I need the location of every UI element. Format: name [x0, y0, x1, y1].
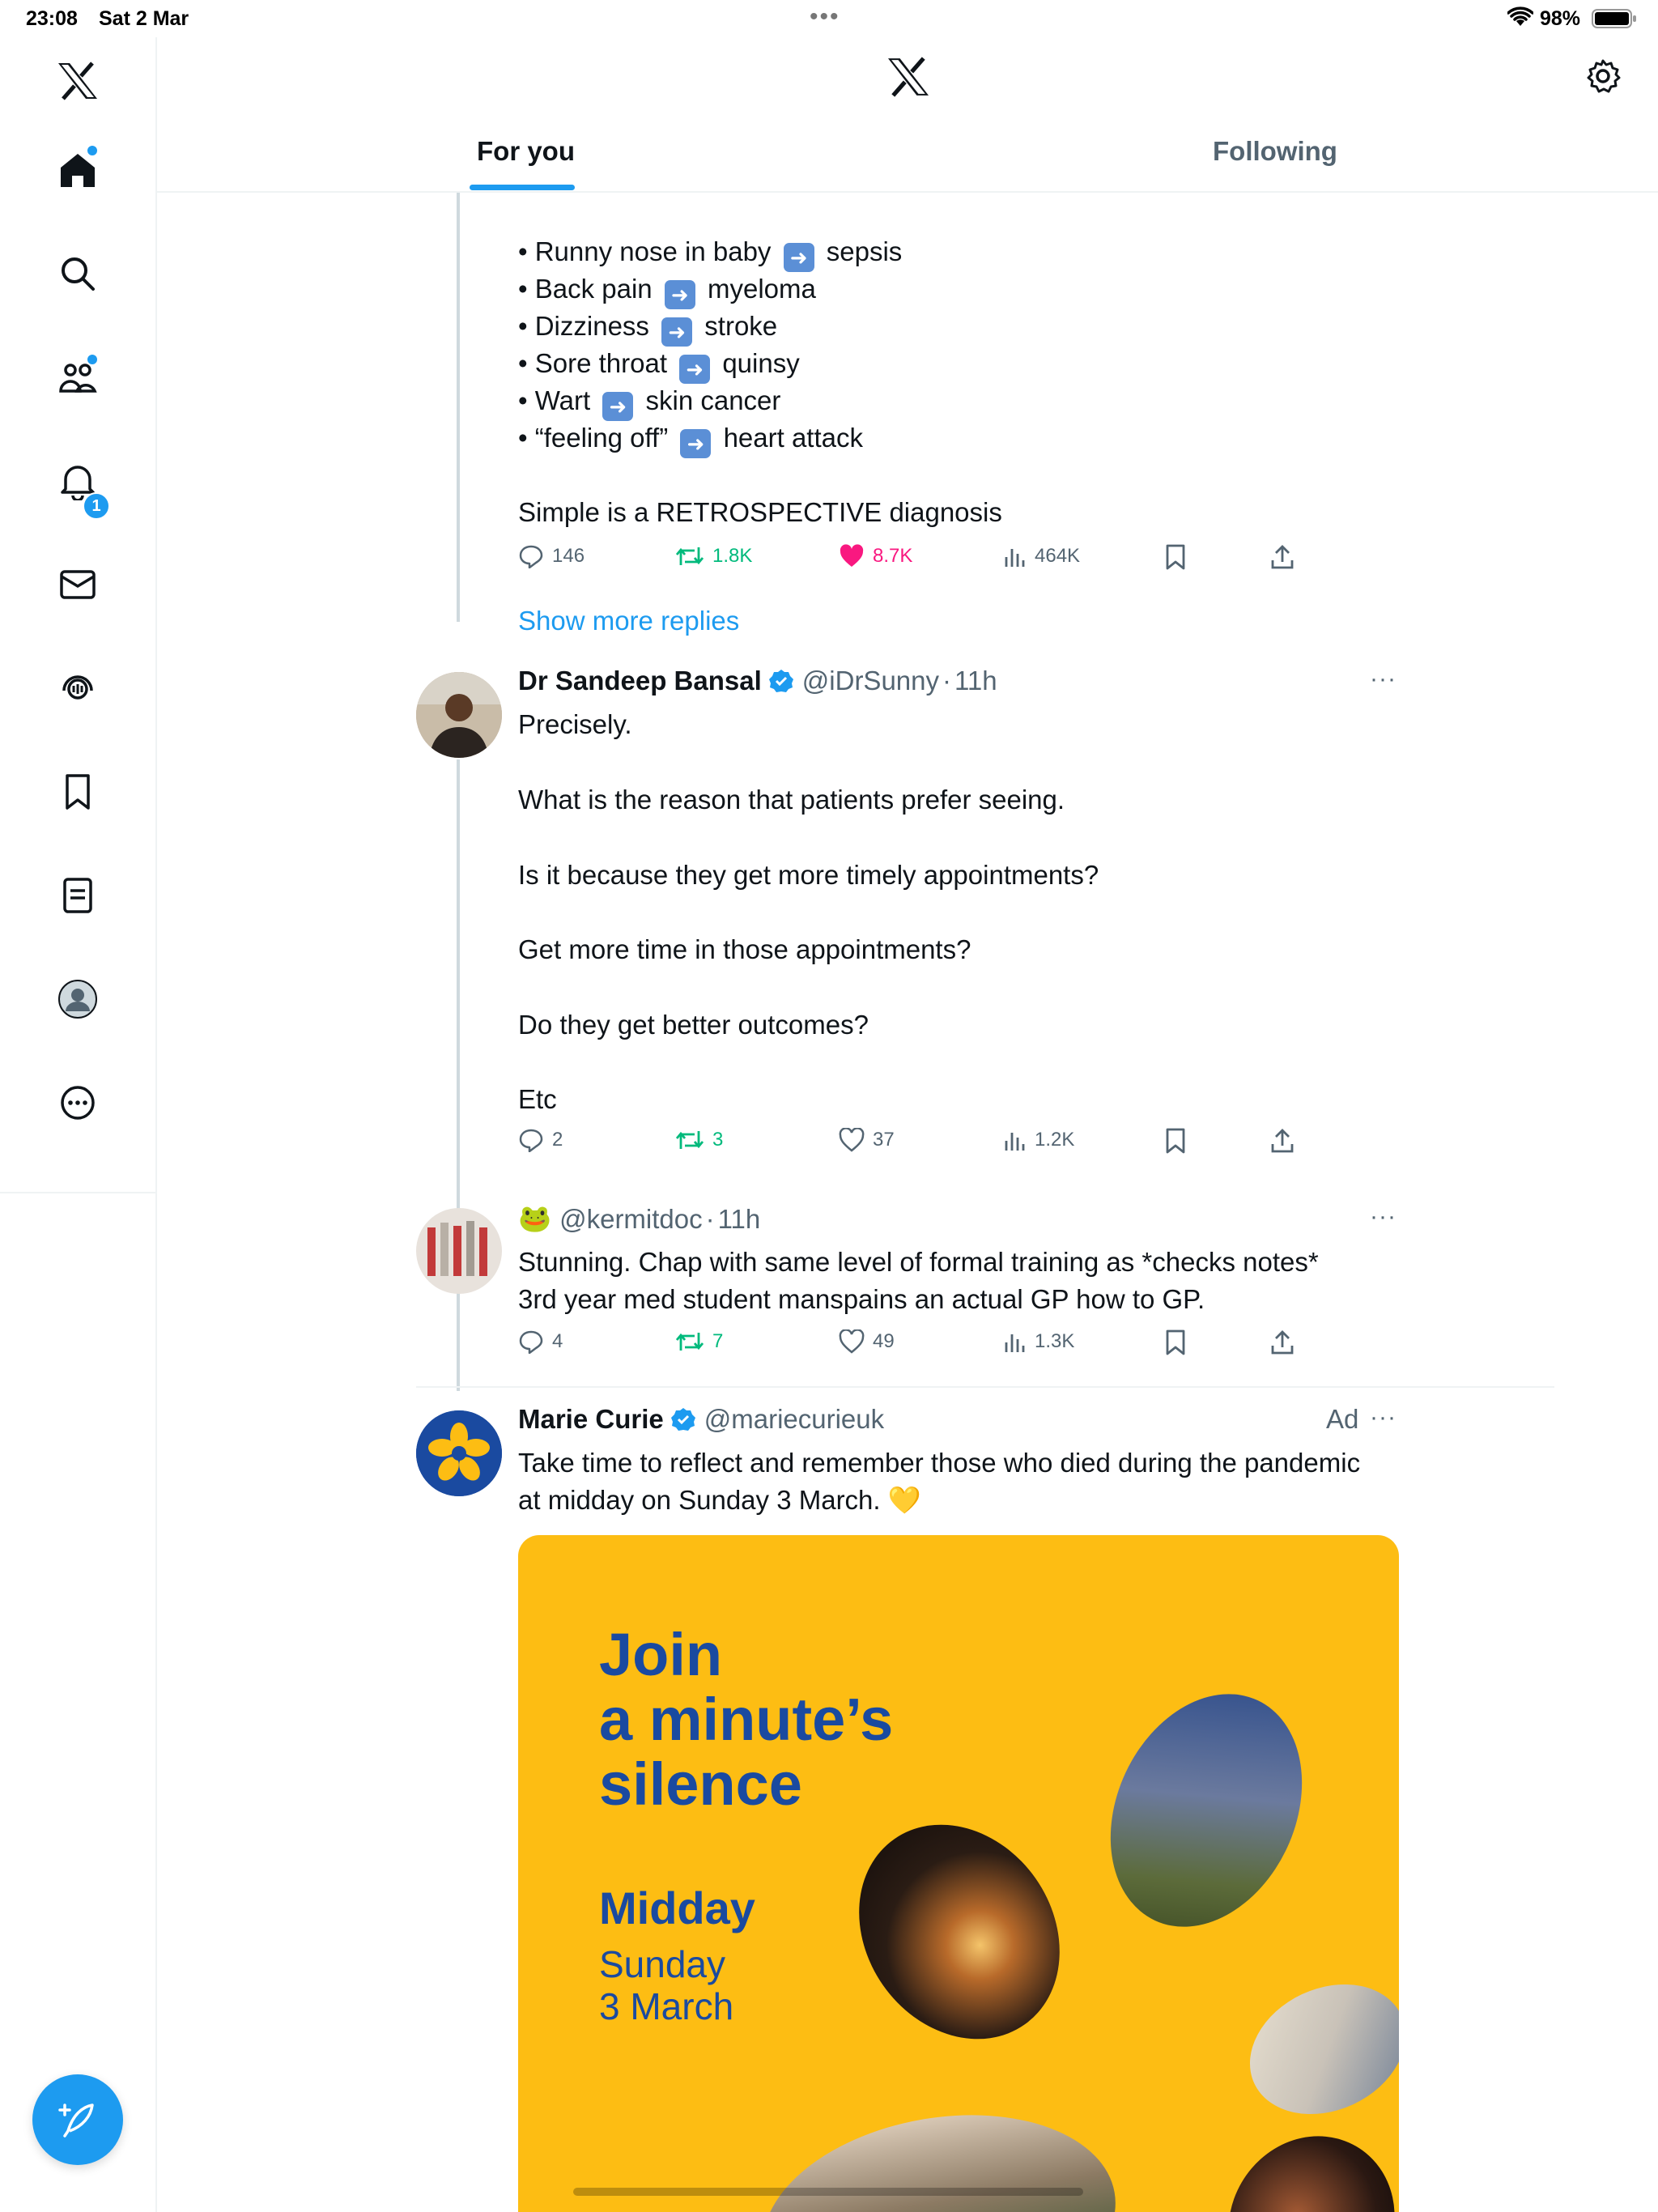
spaces-microphone-icon[interactable]	[53, 664, 102, 713]
like-button[interactable]: 8.7K	[839, 544, 912, 568]
ad-headline: Join a minute’s silence	[599, 1621, 894, 1818]
bookmark-icon	[1164, 544, 1187, 570]
reply-icon	[518, 544, 544, 568]
author-name[interactable]: Dr Sandeep Bansal	[518, 666, 762, 696]
heart-filled-icon	[839, 544, 865, 568]
avatar[interactable]	[416, 672, 502, 758]
like-button[interactable]: 37	[839, 1128, 895, 1152]
battery-percent: 98%	[1540, 7, 1581, 30]
reply-button[interactable]: 4	[518, 1329, 563, 1354]
more-options-button[interactable]: ···	[1370, 1404, 1397, 1431]
right-arrow-emoji-icon: ➜	[679, 355, 710, 384]
share-button[interactable]	[1269, 1128, 1295, 1154]
status-time: 23:08	[26, 7, 78, 30]
tweet-actions	[518, 1128, 1490, 1160]
like-button[interactable]: 49	[839, 1329, 895, 1354]
verified-badge-icon	[670, 1406, 696, 1432]
tweet-text-line: • Runny nose in baby ➜ sepsis	[518, 233, 902, 272]
tweet-text-line: • “feeling off” ➜ heart attack	[518, 419, 863, 458]
repost-icon	[675, 1128, 704, 1152]
timeline-feed	[157, 193, 1658, 2212]
tweet-text-line: 3rd year med student manspains an actual GP how to GP.	[518, 1284, 1205, 1314]
avatar[interactable]	[416, 1208, 502, 1294]
tweet-text-line: Do they get better outcomes?	[518, 1010, 869, 1040]
search-icon[interactable]	[53, 249, 102, 298]
tweet-text-line: Get more time in those appointments?	[518, 934, 971, 964]
author-handle[interactable]: @kermitdoc	[559, 1203, 703, 1234]
share-icon	[1269, 544, 1295, 570]
author-handle[interactable]: @iDrSunny	[801, 666, 940, 696]
tweet-actions	[518, 1329, 1490, 1362]
avatar[interactable]	[416, 1410, 502, 1496]
bookmark-button[interactable]	[1164, 1329, 1187, 1355]
compose-post-button[interactable]	[32, 2074, 123, 2165]
ad-date: Sunday 3 March	[599, 1943, 734, 2027]
messages-envelope-icon[interactable]	[53, 560, 102, 609]
share-icon	[1269, 1128, 1295, 1154]
reply-icon	[518, 1329, 544, 1354]
home-notification-dot	[86, 144, 99, 157]
more-options-button[interactable]: ···	[1370, 666, 1397, 692]
ad-midday: Midday	[599, 1882, 755, 1933]
share-button[interactable]	[1269, 544, 1295, 570]
tweet-actions	[518, 544, 1490, 576]
repost-icon	[675, 1329, 704, 1354]
top-header	[157, 37, 1658, 193]
profile-avatar-icon[interactable]	[53, 975, 102, 1023]
thread-line	[457, 193, 460, 622]
bookmark-icon	[1164, 1128, 1187, 1154]
tab-for-you[interactable]: For you	[477, 136, 575, 166]
ad-photo-portrait	[1197, 2106, 1399, 2212]
right-arrow-emoji-icon: ➜	[661, 317, 692, 347]
tweet-text-line: • Dizziness ➜ stroke	[518, 308, 777, 347]
tweet-text-line: • Back pain ➜ myeloma	[518, 270, 816, 309]
tweet-author-row: Dr Sandeep Bansal @iDrSunny · 11h	[518, 666, 997, 696]
sidebar	[0, 37, 157, 2212]
thread-line	[457, 759, 460, 1391]
ad-media-card[interactable]	[518, 1535, 1399, 2212]
settings-gear-icon[interactable]	[1585, 58, 1621, 94]
reply-button[interactable]: 2	[518, 1128, 563, 1152]
author-name-emoji[interactable]: 🐸	[518, 1203, 552, 1233]
x-logo-icon	[886, 57, 931, 97]
author-name[interactable]: Marie Curie	[518, 1404, 664, 1434]
lists-icon[interactable]	[53, 871, 102, 920]
status-bar	[0, 0, 1658, 37]
share-button[interactable]	[1269, 1329, 1295, 1355]
notifications-badge: 1	[83, 492, 110, 520]
tweet-text-line: Etc	[518, 1084, 557, 1114]
author-handle[interactable]: @mariecurieuk	[704, 1404, 885, 1434]
ad-photo-candles	[818, 1785, 1100, 2078]
tweet-text-line: What is the reason that patients prefer seeing.	[518, 785, 1065, 815]
bookmark-button[interactable]	[1164, 544, 1187, 570]
home-icon[interactable]	[53, 146, 102, 194]
communities-notification-dot	[86, 353, 99, 366]
share-icon	[1269, 1329, 1295, 1355]
views-chart-icon	[1002, 544, 1027, 568]
right-arrow-emoji-icon: ➜	[665, 280, 695, 309]
heart-icon	[839, 1128, 865, 1152]
views-chart-icon	[1002, 1329, 1027, 1354]
reply-icon	[518, 1128, 544, 1152]
active-tab-indicator	[470, 185, 575, 190]
show-more-replies-link[interactable]: Show more replies	[518, 606, 740, 636]
x-logo-icon[interactable]	[53, 57, 102, 105]
views-button[interactable]: 464K	[1002, 544, 1080, 568]
repost-icon	[675, 544, 704, 568]
tweet-text-line: • Sore throat ➜ quinsy	[518, 345, 800, 384]
more-options-button[interactable]: ···	[1370, 1203, 1397, 1230]
bookmark-button[interactable]	[1164, 1128, 1187, 1154]
sidebar-divider	[0, 1192, 155, 1193]
status-date: Sat 2 Mar	[99, 7, 189, 30]
ad-photo-memorial	[1074, 1663, 1338, 1959]
bookmark-icon	[1164, 1329, 1187, 1355]
bookmarks-icon[interactable]	[53, 768, 102, 816]
tweet-text-line: Is it because they get more timely appointments?	[518, 860, 1099, 890]
repost-button[interactable]: 3	[675, 1128, 723, 1152]
tweet-text-line: • Wart ➜ skin cancer	[518, 382, 780, 421]
right-arrow-emoji-icon: ➜	[602, 392, 633, 421]
tweet-author-row	[518, 1404, 884, 1435]
tweet-divider	[416, 1386, 1554, 1388]
tweet-timestamp[interactable]: 11h	[717, 1203, 761, 1234]
views-chart-icon	[1002, 1128, 1027, 1152]
home-indicator[interactable]	[573, 2188, 1083, 2196]
tweet-timestamp[interactable]: 11h	[954, 666, 997, 696]
communities-icon[interactable]	[53, 353, 102, 402]
battery-icon	[1592, 8, 1637, 29]
reply-button[interactable]: 146	[518, 544, 585, 568]
more-options-icon[interactable]	[53, 1078, 102, 1127]
tab-following[interactable]: Following	[1213, 136, 1337, 166]
repost-button[interactable]: 1.8K	[675, 544, 752, 568]
tweet-author-row: 🐸 @kermitdoc · 11h	[518, 1203, 761, 1234]
right-arrow-emoji-icon: ➜	[784, 243, 814, 272]
multitasking-dots-icon[interactable]: •••	[810, 3, 840, 30]
ad-photo-note	[1229, 1960, 1399, 2138]
right-arrow-emoji-icon: ➜	[680, 429, 711, 458]
tweet-text-line: at midday on Sunday 3 March. 💛	[518, 1485, 921, 1515]
heart-icon	[839, 1329, 865, 1354]
verified-badge-icon	[768, 668, 794, 694]
ad-label: Ad	[1326, 1404, 1359, 1434]
wifi-icon	[1507, 6, 1533, 28]
views-button[interactable]: 1.2K	[1002, 1128, 1074, 1152]
tweet-text-line: Simple is a RETROSPECTIVE diagnosis	[518, 497, 1002, 527]
views-button[interactable]: 1.3K	[1002, 1329, 1074, 1354]
tweet-text-line: Stunning. Chap with same level of formal training as *checks notes*	[518, 1247, 1319, 1277]
tweet-text-line: Precisely.	[518, 709, 632, 739]
repost-button[interactable]: 7	[675, 1329, 723, 1354]
tweet-text-line: Take time to reflect and remember those who died during the pandemic	[518, 1448, 1361, 1478]
